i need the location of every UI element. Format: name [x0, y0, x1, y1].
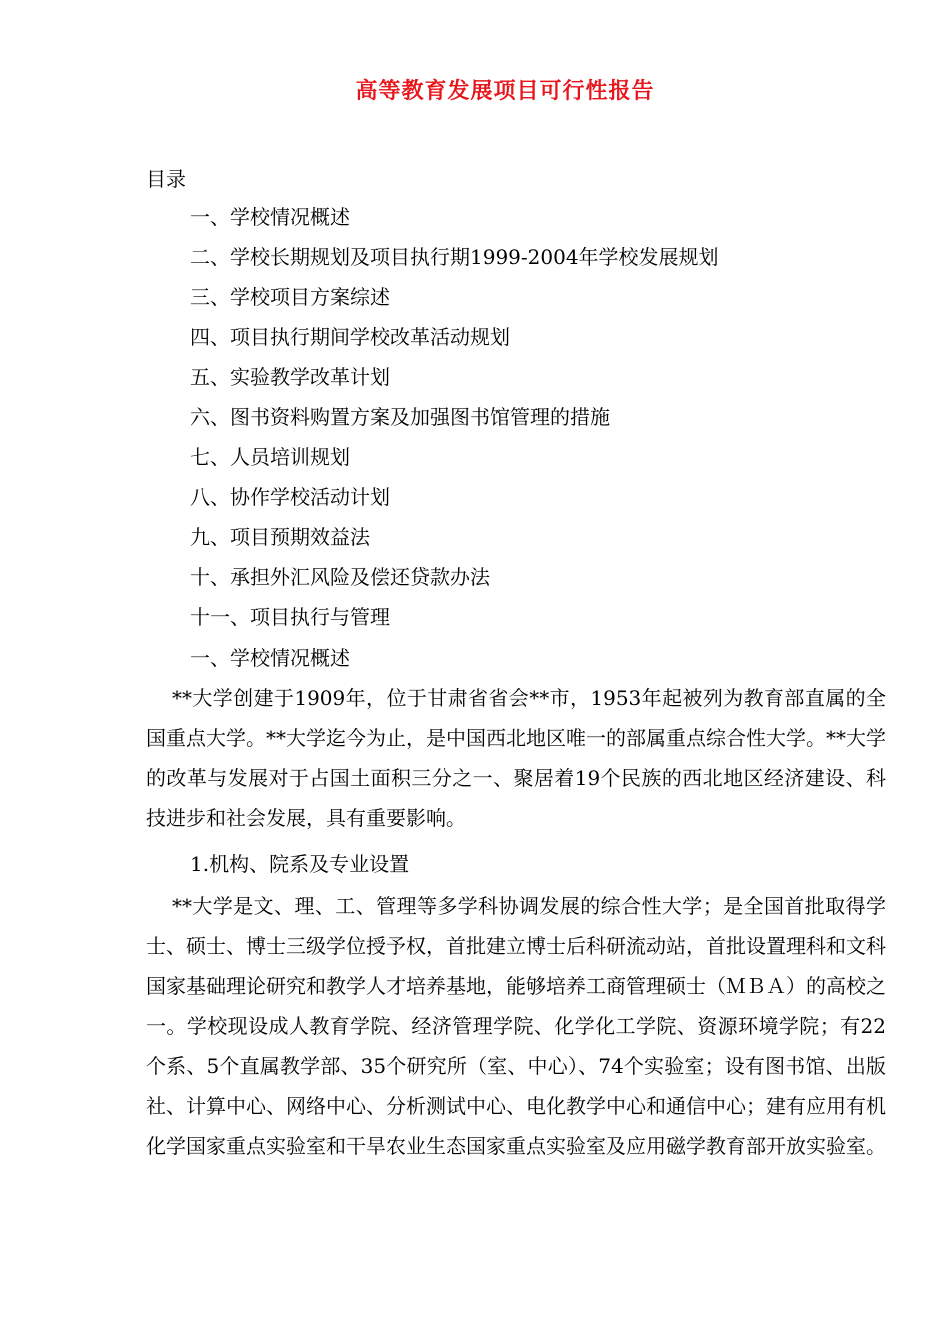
toc-item: 六、图书资料购置方案及加强图书馆管理的措施 [190, 405, 610, 429]
toc-item: 八、协作学校活动计划 [190, 485, 390, 509]
document-title: 高等教育发展项目可行性报告 [355, 78, 655, 104]
toc-heading: 目录 [146, 167, 186, 191]
body-paragraph: **大学创建于1909年，位于甘肃省省会**市，1953年起被列为教育部直属的全国重点大学。**大学迄今为止，是中国西北地区唯一的部属重点综合性大学。**大学的改革与发展对于占国土面积三分之一、聚居着19个民族的西北地区经济建设、科技进步和社会发展，具有重要影响。 [146, 686, 886, 830]
toc-item: 十、承担外汇风险及偿还贷款办法 [190, 565, 490, 589]
sub-heading: 1.机构、院系及专业设置 [190, 852, 410, 876]
toc-item: 二、学校长期规划及项目执行期1999-2004年学校发展规划 [190, 245, 719, 269]
body-paragraph: **大学是文、理、工、管理等多学科协调发展的综合性大学；是全国首批取得学士、硕士、博士三级学位授予权，首批建立博士后科研流动站，首批设置理科和文科国家基础理论研究和教学人才培养基地，能够培养工商管理硕士（ＭＢＡ）的高校之一。学校现设成人教育学院、经济管理学院、化学化工学院、资源环境学院；有22个系、5个直属教学部、35个研究所（室、中心）、74个实验室；设有图书馆、出版社、计算中心、网络中心、分析测试中心、电化教学中心和通信中心；建有应用有机化学国家重点实验室和干旱农业生态国家重点实验室及应用磁学教育部开放实验室。 [146, 894, 886, 1158]
toc-item: 九、项目预期效益法 [190, 525, 370, 549]
toc-item: 十一、项目执行与管理 [190, 605, 390, 629]
toc-item: 一、学校情况概述 [190, 205, 350, 229]
toc-item: 四、项目执行期间学校改革活动规划 [190, 325, 510, 349]
toc-item: 五、实验教学改革计划 [190, 365, 390, 389]
section-heading: 一、学校情况概述 [190, 646, 350, 670]
toc-item: 七、人员培训规划 [190, 445, 350, 469]
table-of-contents [190, 203, 719, 643]
toc-item: 三、学校项目方案综述 [190, 285, 390, 309]
